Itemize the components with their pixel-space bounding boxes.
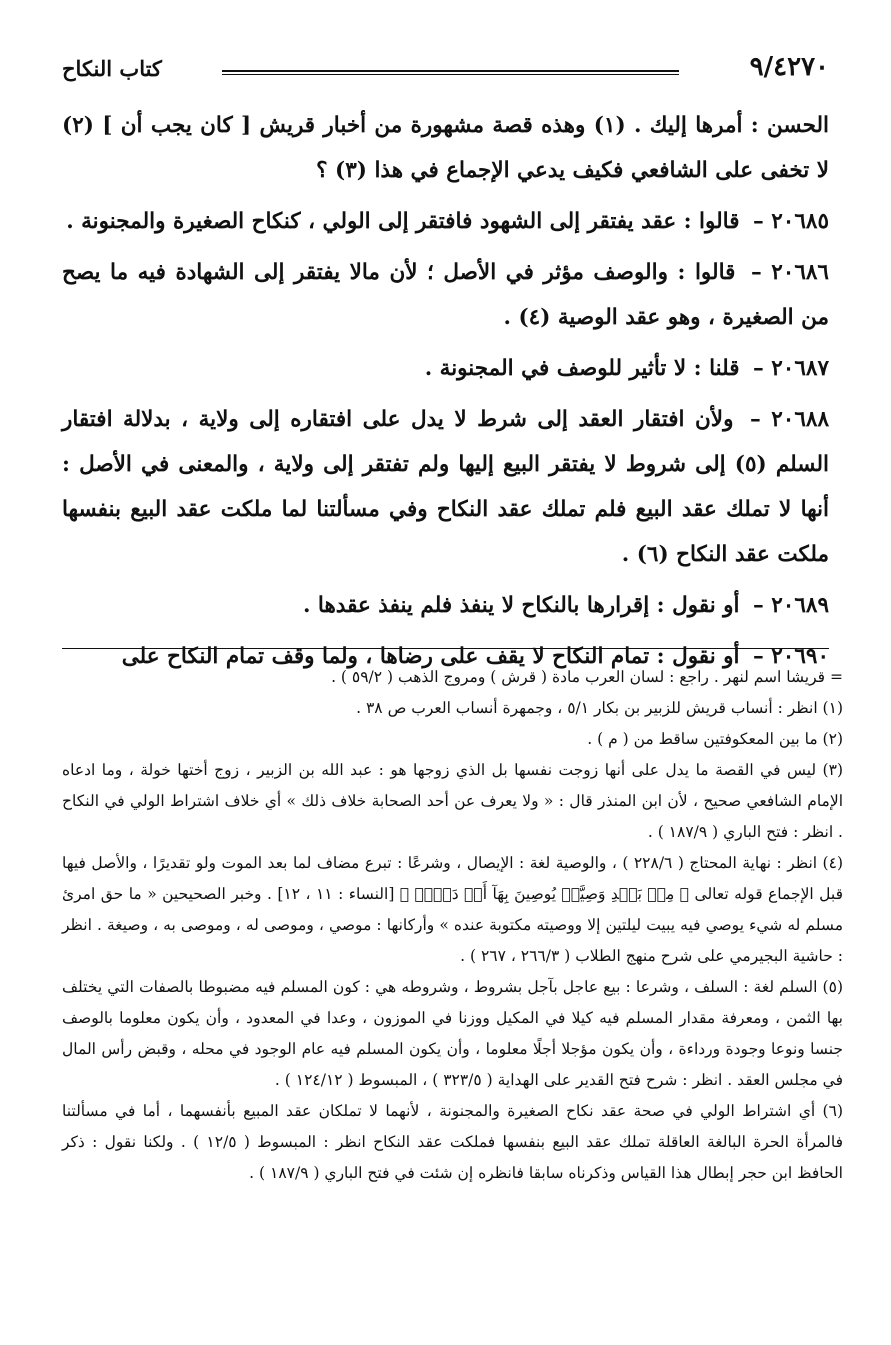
numbered-paragraph (62, 397, 829, 577)
footnote: (٣) ليس في القصة ما يدل على أنها زوجت نفسها بل الذي زوجها هو : عبد الله بن الزبير ، زوج أختها خولة ، وما ادعاه الإمام الشافعي صحيح ، لأن ابن المنذر قال : « ولا يعرف عن أحد الصحابة خلاف ذلك » أي خلاف اشتراط الولي في النكاح . انظر : فتح الباري ( ١٨٧/٩ ) . (62, 761, 843, 841)
footnote: (٥) السلم لغة : السلف ، وشرعا : بيع عاجل بآجل بشروط ، وشروطه هي : كون المسلم فيه مضبوطا بالصفات التي يختلف بها الثمن ، ومعرفة مقدار المسلم فيه كيلا في المكيل ووزنا في الموزون ، وعدا في المعدود ، وأن يكون معلوما بالوصف جنسا ونوعا وجودة ورداءة ، وأن يكون مؤجلا أجلًا معلوما ، وأن يكون المسلم فيه عام الوجود في محله ، وقبض رأس المال في مجلس العقد . انظر : شرح فتح القدير على الهداية ( ٣٢٣/٥ ) ، المبسوط ( ١٢٤/١٢ ) . (62, 978, 843, 1089)
footnote-separator (62, 648, 829, 649)
main-text (62, 103, 829, 685)
running-header (62, 52, 829, 92)
paragraph-text: أو نقول : تمام النكاح لا يقف على رضاها ، ولما وقف تمام النكاح على (121, 644, 740, 669)
paragraph-number: ٢٠٦٨٨ – (739, 407, 829, 432)
intro-paragraph: الحسن : أمرها إليك . (١) وهذه قصة مشهورة من أخبار قريش [ كان يجب أن ] (٢) لا تخفى على الشافعي فكيف يدعي الإجماع في هذا (٣) ؟ (62, 113, 829, 183)
paragraph-text: قالوا : والوصف مؤثر في الأصل ؛ لأن مالا يفتقر إلى الشهادة فيه ما يصح من الصغيرة ، وهو عقد الوصية (٤) . (62, 260, 829, 330)
paragraph-text: أو نقول : إقرارها بالنكاح لا ينفذ فلم ينفذ عقدها . (302, 593, 740, 618)
paragraph-number: ٢٠٦٨٩ – (746, 593, 829, 618)
numbered-paragraph (62, 199, 829, 244)
footnote-continuation: = قريشا اسم لنهر . راجع : لسان العرب مادة ( قرش ) ومروج الذهب ( ٥٩/٢ ) . (331, 668, 843, 686)
numbered-paragraph (62, 346, 829, 391)
paragraph-text: قالوا : عقد يفتقر إلى الشهود فافتقر إلى الولي ، كنكاح الصغيرة والمجنونة . (66, 209, 740, 234)
footnotes (62, 662, 843, 1189)
paragraph-number: ٢٠٦٩٠ – (746, 644, 829, 669)
paragraph-text: ولأن افتقار العقد إلى شرط لا يدل على افتقاره إلى ولاية ، بدلالة افتقار السلم (٥) إلى شروط لا يفتقر البيع إليها ولم تفتقر إلى ولاية ، والمعنى في الأصل : أنها لا تملك عقد البيع فلم تملك عقد النكاح وفي مسألتنا لما ملكت عقد البيع بنفسها ملكت عقد النكاح (٦) . (62, 407, 829, 567)
footnote: (٢) ما بين المعكوفتين ساقط من ( م ) . (587, 730, 843, 748)
numbered-paragraph (62, 250, 829, 340)
paragraph-text: قلنا : لا تأثير للوصف في المجنونة . (424, 356, 740, 381)
page-number: ٩/٤٢٧٠ (749, 52, 829, 82)
footnote: (٦) أي اشتراط الولي في صحة عقد نكاح الصغيرة والمجنونة ، لأنهما لا تملكان عقد المبيع بأنفسهما ، أما في مسألتنا فالمرأة الحرة البالغة العاقلة تملك عقد البيع بنفسها فملكت عقد النكاح انظر : المبسوط ( ١٢/٥ ) . ولكنا نقول : ذكر الحافظ ابن حجر إبطال هذا القياس وذكرناه سابقا فانظره إن شئت في فتح الباري ( ١٨٧/٩ ) . (62, 1102, 843, 1182)
footnote: (٤) انظر : نهاية المحتاج ( ٢٢٨/٦ ) ، والوصية لغة : الإيصال ، وشرعًا : تبرع مضاف لما بعد الموت ولو تقديرًا ، والأصل فيها قبل الإجماع قوله تعالى ﴿ مِنۢ بَعۡدِ وَصِيَّةٖ يُوصِينَ بِهَآ أَوۡ دَيۡنٖ ﴾ [النساء : ١١ ، ١٢] . وخبر الصحيحين « ما حق امرئ مسلم له شيء يوصي فيه يبيت ليلتين إلا ووصيته مكتوبة عنده » وأركانها : موصي ، وموصى له ، وموصى به ، وصيغة . انظر : حاشية البجيرمي على شرح منهج الطلاب ( ٢٦٦/٣ ، ٢٦٧ ) . (62, 854, 843, 965)
book-title: كتاب النكاح (62, 56, 162, 81)
footnote: (١) انظر : أنساب قريش للزبير بن بكار ٥/١ ، وجمهرة أنساب العرب ص ٣٨ . (356, 699, 843, 717)
header-rule (222, 70, 679, 75)
paragraph-number: ٢٠٦٨٥ – (746, 209, 829, 234)
paragraph-number: ٢٠٦٨٧ – (746, 356, 829, 381)
paragraph-number: ٢٠٦٨٦ – (741, 260, 829, 285)
numbered-paragraph (62, 583, 829, 628)
